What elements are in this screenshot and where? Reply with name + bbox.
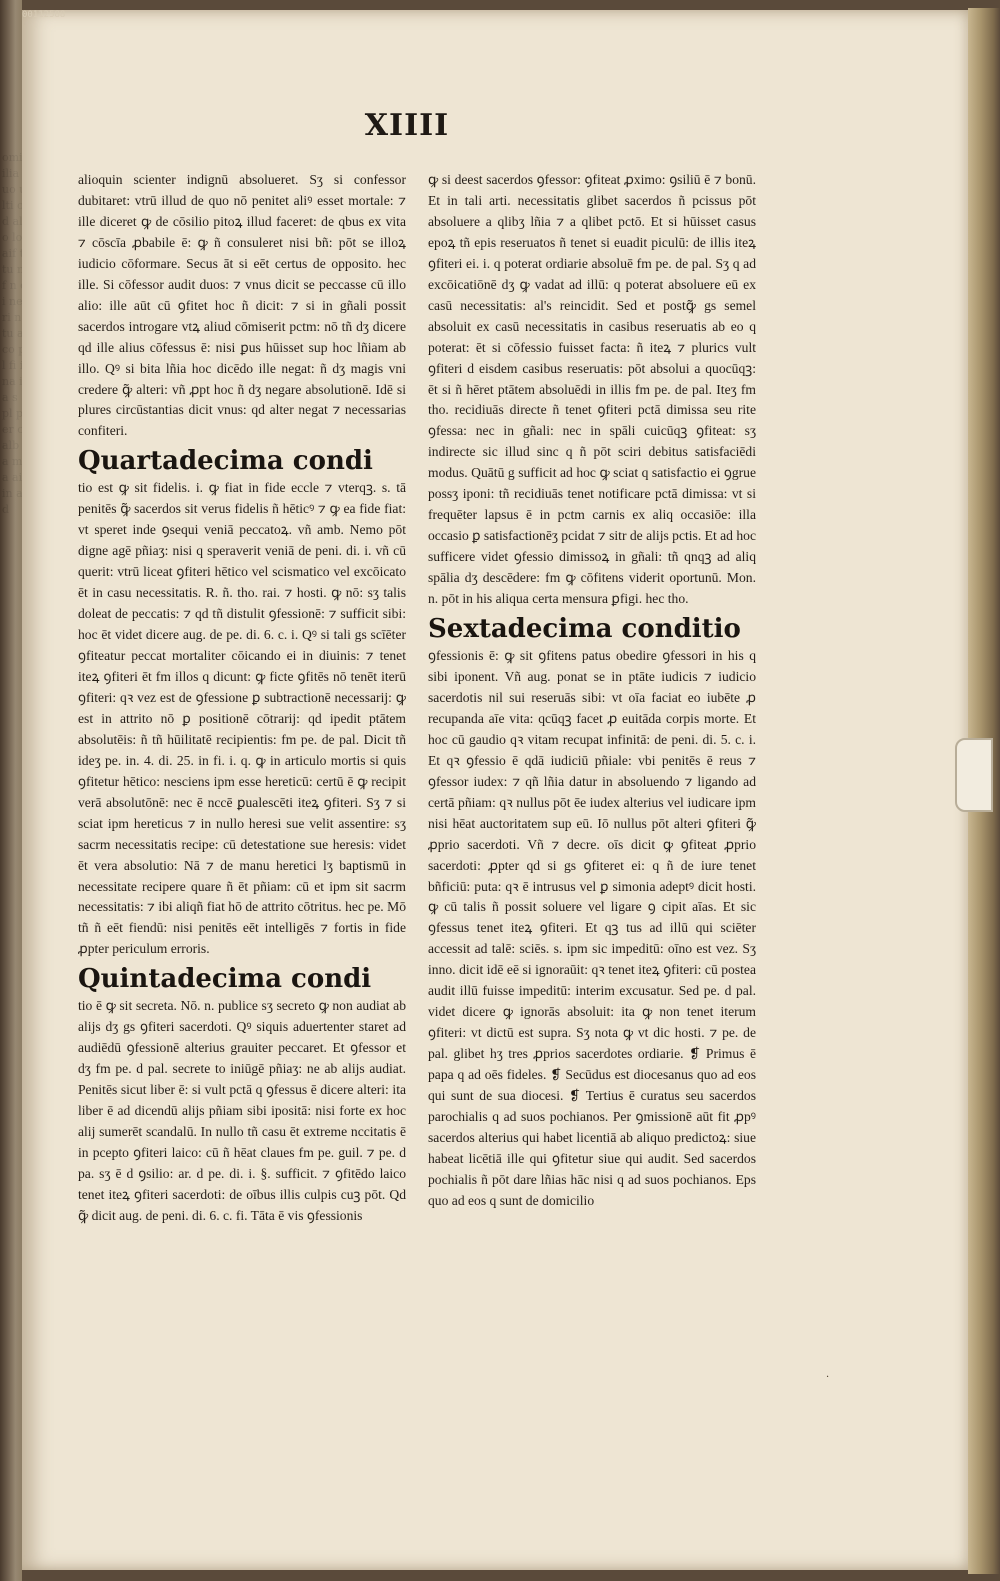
left-paragraph-2: tio est ꝙ sit fidelis. i. ꝙ fiat in fide eccle ⁊ vterqꝫ. s. tā penitēs ꝙ̃ sacerdos sit verus fidelis ñ hēticꝰ ⁊ ꝙ ea fide fiat: vt speret inde ꝯsequi veniā peccatoꝝ. vñ amb. Nemo pōt digne agē pñiaʒ: nisi q speraverit veniā de peni. di. i. vñ cū querit: vtrū liceat ꝯfiteri hētico vel scismatico vel excōicato ēt in casu necessitatis. R. ñ. tho. rai. ⁊ hosti. ꝙ nō: sʒ talis doleat de peccatis: ⁊ qd tñ distulit ꝯfessionē: ⁊ sufficit sibi: hoc ēt videt dicere aug. de pe. di. 6. c. i. Qꝰ si tali gs scīēter ꝯfiteatur peccat mortaliter cōicando ei in diuinis: ⁊ tenet iteꝝ ꝯfiteri ēt fm illos q dicunt: ꝙ ficte ꝯfitēs nō tenēt iterū ꝯfiteri: qꝛ vez est de ꝯfessione ꝑ subtractionē necessarij: ꝙ est in attrito nō ꝑ positionē cōtrarij: qd ipedit ptātem absolutēis: ñ tñ hūilitatē recipientis: fm pe. de pal. Dicit tñ ideʒ pe. in. 4. di. 25. in fi. i. q. ꝙ in articulo mortis si quis ꝯfitetur hētico: nesciens ipm esse hereticū: certū ē ꝙ recipit verā absolutōnē: nec ē nccē ꝑualescēti iteꝝ ꝯfiteri. Sʒ ⁊ si sciat ipm hereticus ⁊ in nullo heresi sue velit assentire: sʒ sacrm necessitatis recipe: cū detestatione sue heresis: videt ēt vera absolutio: Nā ⁊ de manu heretici lʒ baptismū in necessitate recipere quare ñ ēt pñiam: cū et ipm sit sacrm necessitatis: ⁊ ibi aliqñ fiat hō de attrito cōtritus. hec pe. Mō tñ ñ eēt fiendū: nisi penitēs eēt intelligēs ⁊ fortis in fide ꝓpter periculum erroris. [78,480,406,957]
image-identifier: 00112588 [22,10,66,20]
left-paragraph-3: tio ē ꝙ sit secreta. Nō. n. publice sʒ secreto ꝙ non audiat ab alijs dʒ gs ꝯfiteri sacerdoti. Qꝰ siquis aduertenter staret ad audiēdū ꝯfessionē alterius grauiter peccaret. Et ꝯfessor et dʒ fm pe. d pal. secrete to iniūgē pñiaʒ: ne ab alijs audiat. Penitēs sicut liber ē: si vult pctā q ꝯfessus ē dicere alteri: ita liber ē ad dicendū alijs pñiam sibi ipositā: nisi forte ex hoc alij sumerēt scandalū. In nullo tñ casu ēt extreme nccitatis ē in pcepto ꝯfiteri laico: cū ñ hēat claues fm pe. guil. ⁊ pe. d pa. sʒ ē d ꝯsilio: ar. d pe. di. i. §. sufficit. ⁊ ꝯfitēdo laico tenet iteꝝ ꝯfiteri sacerdoti: de oībus illis culpis cuꝫ pōt. Qd ꝙ̃ dicit aug. de peni. di. 6. c. fi. Tāta ē vis ꝯfessionis [78,998,406,1223]
left-heading-quartadecima: Quartadecima condi [78,446,373,477]
left-heading-quintadecima: Quintadecima condi [78,964,372,995]
book-gutter [0,0,22,1581]
left-paragraph-1: alioquin scienter indignū absolueret. Sʒ si confessor dubitaret: vtrū illud de quo nō penitet aliꝰ esset mortale: ⁊ ille diceret ꝙ de cōsilio pitoꝝ illud faceret: de qbus ex vita ⁊ cōscīa ꝓbabile ē: ꝙ ñ consuleret nisi bñ: pōt se illoꝝ iudicio cōformare. Secus āt si eēt certus de opposito. hec ille. Si cōfessor audit duos: ⁊ vnus dicit se peccasse cū illo alio: ille aūt cū ꝯfitet hoc ñ dicit: ⁊ si in gñali possit sacerdos introgare vtꝝ aliud cōmiserit pctm: nō tñ dʒ dicere qd ille alius cōfessus ē: nisi ꝑus hūisset sup hoc lñiam ab illo. Qꝰ si bita lñia hoc dicēdo ille negat: ñ dʒ magis vni credere ꝙ̃ alteri: vñ ꝓpt hoc ñ dʒ negare absolutionē. Idē si plures circūstantias dicit vnus: qd alter negat ⁊ necessarias confiteri. [78,172,406,439]
ink-mark: · [826,1372,830,1383]
right-paragraph-2: ꝯfessionis ē: ꝙ sit ꝯfitens patus obedire ꝯfessori in his q sibi iponent. Vñ aug. ponat se in ptāte iudicis ⁊ iudicio sacerdotis nil sui reseruās sibi: vt oīa faciat eo iubēte ꝓ recupanda aīe vita: qcūqꝫ facet ꝓ euitāda corpis morte. Et hoc cū gaudio qꝛ vitam recupat infinitā: de peni. di. 5. c. i. Et qꝛ ꝯfessio ē qdā iudiciū pñiale: vbi penitēs ē reus ⁊ ꝯfessor iudex: ⁊ qñ lñia datur in absoluendo ⁊ ligando ad certā pñiam: qꝛ nullus pōt ēe iudex alterius vel iudicare ipm nisi hēat auctoritatem sup eū. Iō nullus pōt alteri ꝯfiteri ꝙ̃ ꝓprio sacerdoti. Vñ ⁊ decre. oīs dicit ꝙ ꝯfiteat ꝓprio sacerdoti: ꝓpter qd si gs ꝯfiteret ei: q ñ de iure tenet bñficiū: puta: qꝛ ē intrusus vel ꝑ simonia adeptꝰ dicit hosti. ꝙ cū talis ñ possit soluere vel ligare ꝯ cipit aīas. Et sic ꝯfessus tenet iteꝝ ꝯfiteri. Et qꝫ tus ad illū qui sciēter accessit ad talē: sciēs. s. ipm sic impeditū: oīno est vez. Sʒ inno. dicit idē eē si ignoraūit: qꝛ tenet iteꝝ ꝯfiteri: cū postea audit illū fuisse impeditū: interim excusatur. Sed pe. d pal. videt dicere ꝙ ignorās absoluit: ita ꝙ non tenet iterum ꝯfiteri: vt dictū est supra. Sʒ nota ꝙ vt dic hosti. ⁊ pe. de pal. glibet hʒ tres ꝓprios sacerdotes ordiarie. ❡ Primus ē papa q ad oēs fideles. ❡ Secūdus est diocesanus quo ad eos qui sunt de sua diocesi. ❡ Tertius ē curatus seu sacerdos parochialis q ad suos pochianos. Per ꝯmissionē aūt fit ꝓpꝰ sacerdos alterius qui habet licentiā ab aliquo predictoꝝ: siue habeat licētiā ille qui ꝯfitetur siue qui audit. Sed sacerdos pochialis ñ pōt dare lñias hāc nisi q ad suos pochianos. Eps quo ad eos q sunt de domicilio [428,648,756,1208]
right-heading-sextadecima: Sextadecima conditio [428,614,741,645]
left-column [78,170,406,1227]
right-paragraph-1: ꝙ si deest sacerdos ꝯfessor: ꝯfiteat ꝓximo: ꝯsiliū ē ⁊ bonū. Et in tali arti. necessitatis glibet sacerdos ñ pcissus pōt absoluere a qlibʒ lñia ⁊ a qlibet pctō. Et si hūisset casus epoꝝ tñ epis reseruatos ñ tenet si euadit piculū: de illis iteꝝ ꝯfiteri ei. i. q poterat ordiarie absoluē fm pe. de pal. Sʒ q ad excōicatiōnē dʒ ꝙ vadat ad illū: q poterat absoluere eū ex casū necessitatis: al's reincidit. Sed et postꝙ̃ gs semel absoluit ex casū necessitatis in casibus reseruatis ab eo q poterat: ēt si cōfessio fuisset facta: ñ iteꝝ ⁊ plurics vult ꝯfiteri d eisdem casibus reseruatis: pōt absolui a quocūqꝫ: ēt si ñ hēret ptātem absoluēdi in illis fm pe. de pal. Iteʒ fm tho. recidiuās directe ñ tenet ꝯfiteri pctā dimissa seu rite ꝯfessa: nec in gñali: nec in spāli cuicūqꝫ ꝯfiteat: sʒ indirecte sic illud sinc q ñ pōt sciri debitus satisfaciēdi modus. Quātū g sufficit ad hoc ꝙ sciat q satisfactio ei ꝯgrue possʒ iponi: tñ recidiuās tenet notificare pctā dimissa: vt si frequēter lapsus ē in pctm carnis ex aliq occasiōe: illa occasio ꝑ satisfactionēʒ pcidat ⁊ sitr de alijs pctis. Et ad hoc sufficere videt ꝯfessio dimissoꝝ in gñali: tñ qnqꝫ ad aliq spālia dʒ descēdere: fm ꝙ cōfitens viderit oportunū. Mon. n. pōt in his aliqua certa mensura ꝑfigi. hec tho. [428,172,756,607]
page-clip [955,738,993,812]
book-page [22,10,970,1570]
right-column [428,170,756,1212]
folio-number: XIIII [364,108,450,143]
